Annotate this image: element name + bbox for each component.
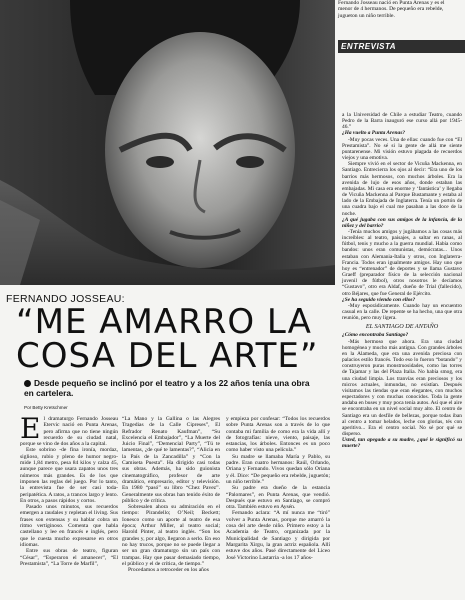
byline: Por Betty Kretschmer xyxy=(24,405,68,410)
paragraph: Pasado unos minutos, sus recuerdos emergen a raudales y repletan el living. Sus frases son extensas y su hablar cobra un ritmo vertiginoso. Comenta que habla castellano y lee en francés e inglés, pero que le cuesta mucho expresarse en otros idiomas. xyxy=(20,504,118,548)
paragraph: Su padre era dueño de la estancia “Palomares”, en Punta Arenas, que vendió. Después que estuvo en Santiago, se compró otra. También estuvo en Aysén. xyxy=(226,485,330,511)
article-column-1 xyxy=(20,412,118,567)
drop-cap: E xyxy=(20,412,41,445)
paragraph: l dramaturgo Fernando Josseau Etervic nació en Punta Arenas, pero afirma que no tiene ningún recuerdo de su ciudad natal, porque se vino de dos años a la capital. xyxy=(20,416,118,448)
photo-caption: Fernando Josseau nació en Punta Arenas y es el menor de 4 hermanos. De pequeño era rebelde, jugueton un niño terrible. xyxy=(338,0,445,19)
paragraph: Este sobrino -de fina ironía, mordaz, siglioso, rubio y pleno de humor negro- mide 1,84 metro, pesa 84 kilos y calza 45, aunque parece que usara zapatos unos tres números más grandes. Es de los que imponen las reglas del juego. Por lo tanto, la entrevista fue de ser casi toda- peripatética. A ratos, a trancos largo y lento. En otros, a pasos rápidos y cortos. xyxy=(20,447,118,504)
paragraph: a la Universidad de Chile a estudiar Teatro, cuando Pedro de la Barra inauguró ese curso allá por 1945-46.” xyxy=(342,112,462,131)
paragraph: Entre sus obras de teatro, figuran “César”, “Esperaron el amanecer”, “El Prestamista”, “La Torre de Marfil”, xyxy=(20,548,118,567)
question: Usted, tan apegado a su madre, ¿qué le significó su muerte? xyxy=(342,437,462,450)
section-label: ENTREVISTA xyxy=(341,42,397,51)
article-column-3 xyxy=(226,416,330,561)
paragraph: -Muy pocas veces. Una de ellas: cuando fue con “El Prestamista”. No sé si la gente de allá me siente puntarenense. Mi visión estuvo plagada de recuerdos viejos y una emotiva. xyxy=(342,136,462,162)
article-column-2 xyxy=(122,416,220,573)
interviewee-name: FERNANDO JOSSEAU: xyxy=(6,293,125,305)
paragraph: -Más hermoso que ahora. Era una ciudad homogénea y mucho más antigua. Con grandes árboles en la Alameda, que era una avenida preciosa con palacios estilo francés. Todo eso lo fueron “botando” y construyeron puras monstruosidades, como las torres de Tajamar y las del Plaza Italia. No había smog, era una ciudad limpia. Los tranvías eran preciosos y los micros actuales, inmundas, no existían. Después visitamos las tiendas que eran elegantes, con muchos espectadores y con muchas conocidos. Toda la gente andaba en buses y muy poca tenía autos. Así que el aire se encontraba en un nivel social muy alto. El centro de Santiago era un desfile de bellezas, porque todas iban al centro a tomar helados, leche con glorias, tés con aperitivo... Era el centro social. No sé por qué se disperso. xyxy=(342,338,462,437)
paragraph: y empieza por confesar: “Todos los recuerdos sobre Punta Arenas son a través de lo que contaba mi familia de como era la vida allí y de fotografías: nieve, viento, paisaje, las estancias, los árboles. Entonces es un poco como haber visto una película.” xyxy=(226,416,330,454)
portrait-image xyxy=(0,0,335,285)
paragraph: Procedamos a retroceder en los años xyxy=(128,567,209,574)
paragraph: Fernando aclara: “A mí nunca me “tiró” volver a Punta Arenas, porque me amarró la cosa del arte desde niño. Primero estoy a la Academia de Teatro, organizada por la Municipalidad de Santiago y dirigida por Margarita Xirgu, la gran actriz española. Allí estuve dos años. Pasé directamente del Liceo José Victorino Lastarria -a los 17 años- xyxy=(226,510,330,561)
section-bar xyxy=(338,40,465,53)
question: ¿Ha vuelto a Punta Arenas? xyxy=(342,130,405,137)
question: ¿Se ha seguido viendo con ellos? xyxy=(342,296,416,303)
deck-text: Desde pequeño se inclinó por el teatro y a los 22 años tenía una obra en cartelera. xyxy=(24,378,310,398)
paragraph: “La Mano y la Gallina o las Alegres Tragedias de la Calle Cipreses”, El Refrador Renato Kaufman”, “Su Excelencia el Embajador”, “La Muerte del Juicio Final”, “Demencial Party”, “Tú te lamentas, ¿de qué te lamentas?”, “Alicia en la País de la Zancadilla” y “Con la Camiseta Puesta”. Ha dirigido casi todas sus obras. Además, ha sido guionista cinematográfico, profesor de arte dramático, empresario, editor y televisión. En 1980 “pasó” su libro “Chez Pavez”. Generalmente sus obras han tenido éxito de público y de crítica. xyxy=(122,416,220,504)
portrait-photo xyxy=(0,0,335,285)
paragraph: Su madre se llamaba María y Pablo, su padre. Eran cuatro hermanos: Raúl, Orlando, Oriana y Fernando. Vivos quedan sólo Oriana y él. Dice: “De pequeño era rebelde, juguetón; un niño terrible.” xyxy=(226,453,330,485)
deck xyxy=(24,378,314,398)
article-column-4 xyxy=(342,112,462,449)
subheading: EL SANTIAGO DE ANTAÑO xyxy=(365,323,439,331)
paragraph: -Muy esporádicamente. Cuando hay un encuentro casual en la calle. De repente se ha hecho, una que otra reunión, pero muy ligera. xyxy=(342,302,462,322)
headline: “ME AMARRO LA COSA DEL ARTE” xyxy=(16,302,319,376)
paragraph: -Tenía muchos amigos y jugábamos a las cosas más increíbles: al teatro, paisajes, a saltar en ranas, al fútbol, tenis y mucho a la guerra mundial. Había como bandos: unos eran comunistas, demócratas... Unos estaban con Alemania-Italia y otros, con Inglaterra-Francia. Todos eran igualmente amigos. Hay uno que hoy es “entrenador” de deportes y se llama Gustavo Graeff (preparador físico de la selección nacional juvenil de fútbol), otros nosotros le decíamos “Gustavo”, otro era Aldaf, dueño de Trial (fallecido), otro Béjares, que fue General de Ejército. xyxy=(342,228,462,297)
bullet-icon xyxy=(24,380,31,387)
question: ¿A qué jugaba con sus amigos de la infancia, de la niñez y del barrio? xyxy=(342,216,462,229)
paragraph: Siempre vivió en el sector de Vicuña Mackenna, en Santiago. Entrecierra los ojos al decir: “Era uno de los barrios más hermosos, con muchos árboles. Era la avenida de lujo de esos años, donde estaban las embajadas. Mi casa era enorme y ‘fantástica’ y llegaba de Vicuña Mackenna al Parque Bustamante y estaba al lado de la Embajada de Inglaterra. Tenía un portón de una cuadra bajo el cual me pasaban a las doce de la noche. xyxy=(342,161,462,217)
paragraph: Sobresalen ahora su admiración en el tiempo: Pirandello; O’Neil; Beckett; Ionesco como un aporte al teatro de esa época; Arthur Miller, al teatro social; Harold Pinter, al teatro inglés. “Son los grandes y, por algo, llegaron a serlo. En eso no hay trucos, porque no se puede llegar a ser un gran dramaturgo sin un país con trampas. Hay que pasar demasiado tiempo, el público y el de crítica, de tiempo.” xyxy=(122,504,220,567)
question: ¿Cómo encontraba Santiago? xyxy=(342,332,409,339)
